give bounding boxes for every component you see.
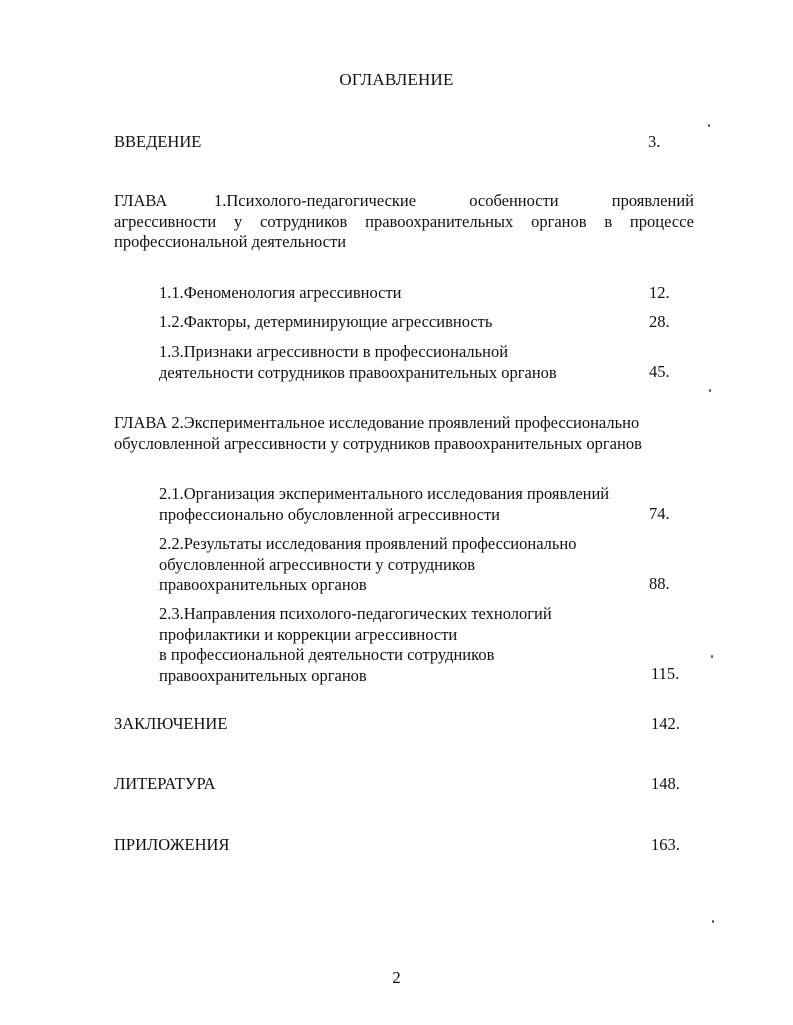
chapter1-line3: профессиональной деятельности bbox=[114, 232, 347, 251]
section-2-3-line4: правоохранительных органов bbox=[159, 665, 367, 685]
chapter1-line1-rest: 1.Психолого-педагогические особенности проявлений bbox=[214, 191, 694, 210]
section-2-2-line3: правоохранительных органов bbox=[159, 575, 367, 594]
toc-intro-label[interactable]: ВВЕДЕНИЕ bbox=[114, 132, 202, 151]
toc-section-2-1-page: 74. bbox=[649, 504, 670, 523]
toc-literature-page: 148. bbox=[651, 774, 680, 793]
scan-speck bbox=[712, 920, 714, 923]
section-2-3-line1: 2.3.Направления психолого-педагогических технологий bbox=[159, 604, 552, 623]
section-2-3-line3: в профессиональной деятельности сотрудников bbox=[159, 645, 495, 664]
toc-section-1-3[interactable] bbox=[159, 342, 557, 383]
section-1-3-line2: деятельности сотрудников правоохранительных органов bbox=[159, 362, 557, 382]
toc-conclusion-label[interactable]: ЗАКЛЮЧЕНИЕ bbox=[114, 714, 228, 733]
toc-chapter1-heading[interactable] bbox=[114, 191, 694, 253]
section-2-3-line2: профилактики и коррекции агрессивности bbox=[159, 624, 458, 644]
chapter1-prefix: ГЛАВА bbox=[114, 191, 168, 210]
page-number: 2 bbox=[392, 968, 401, 987]
scan-speck bbox=[708, 124, 710, 127]
chapter1-line1-rest-wrap bbox=[214, 191, 694, 212]
section-1-3-line1: 1.3.Признаки агрессивности в профессиональной bbox=[159, 342, 509, 361]
scan-speck bbox=[711, 655, 713, 658]
section-2-1-line1: 2.1.Организация экспериментального исследования проявлений bbox=[159, 484, 610, 503]
section-1-2-line1: 1.2.Факторы, детерминирующие агрессивность bbox=[159, 312, 493, 331]
toc-chapter2-heading[interactable] bbox=[114, 413, 694, 454]
toc-appendices-label[interactable]: ПРИЛОЖЕНИЯ bbox=[114, 835, 230, 854]
chapter2-line1: ГЛАВА 2.Экспериментальное исследование проявлений профессионально bbox=[114, 413, 640, 432]
toc-section-2-3[interactable] bbox=[159, 604, 552, 686]
toc-section-2-2[interactable] bbox=[159, 534, 577, 596]
toc-intro-page: 3. bbox=[648, 132, 661, 151]
section-2-1-line2: профессионально обусловленной агрессивности bbox=[159, 504, 501, 524]
chapter1-line1 bbox=[114, 191, 694, 212]
toc-section-1-2-page: 28. bbox=[649, 312, 670, 331]
chapter2-line2: обусловленной агрессивности у сотрудников правоохранительных органов bbox=[114, 433, 642, 453]
section-1-1-line1: 1.1.Феноменология агрессивности bbox=[159, 283, 402, 302]
toc-section-2-1[interactable] bbox=[159, 484, 609, 525]
toc-section-2-3-page: 115. bbox=[651, 664, 680, 683]
toc-section-1-2[interactable] bbox=[159, 312, 492, 333]
page-title: ОГЛАВЛЕНИЕ bbox=[339, 70, 454, 89]
toc-literature-label[interactable]: ЛИТЕРАТУРА bbox=[114, 774, 216, 793]
toc-section-1-1[interactable] bbox=[159, 283, 402, 304]
scan-speck bbox=[709, 389, 711, 392]
toc-section-1-3-page: 45. bbox=[649, 362, 670, 381]
toc-section-2-2-page: 88. bbox=[649, 574, 670, 593]
section-2-2-line2: обусловленной агрессивности у сотрудников bbox=[159, 554, 476, 574]
toc-section-1-1-page: 12. bbox=[649, 283, 670, 302]
toc-appendices-page: 163. bbox=[651, 835, 680, 854]
chapter1-line2: агрессивности у сотрудников правоохранительных органов в процессе bbox=[114, 211, 694, 231]
toc-conclusion-page: 142. bbox=[651, 714, 680, 733]
section-2-2-line1: 2.2.Результаты исследования проявлений профессионально bbox=[159, 534, 577, 553]
